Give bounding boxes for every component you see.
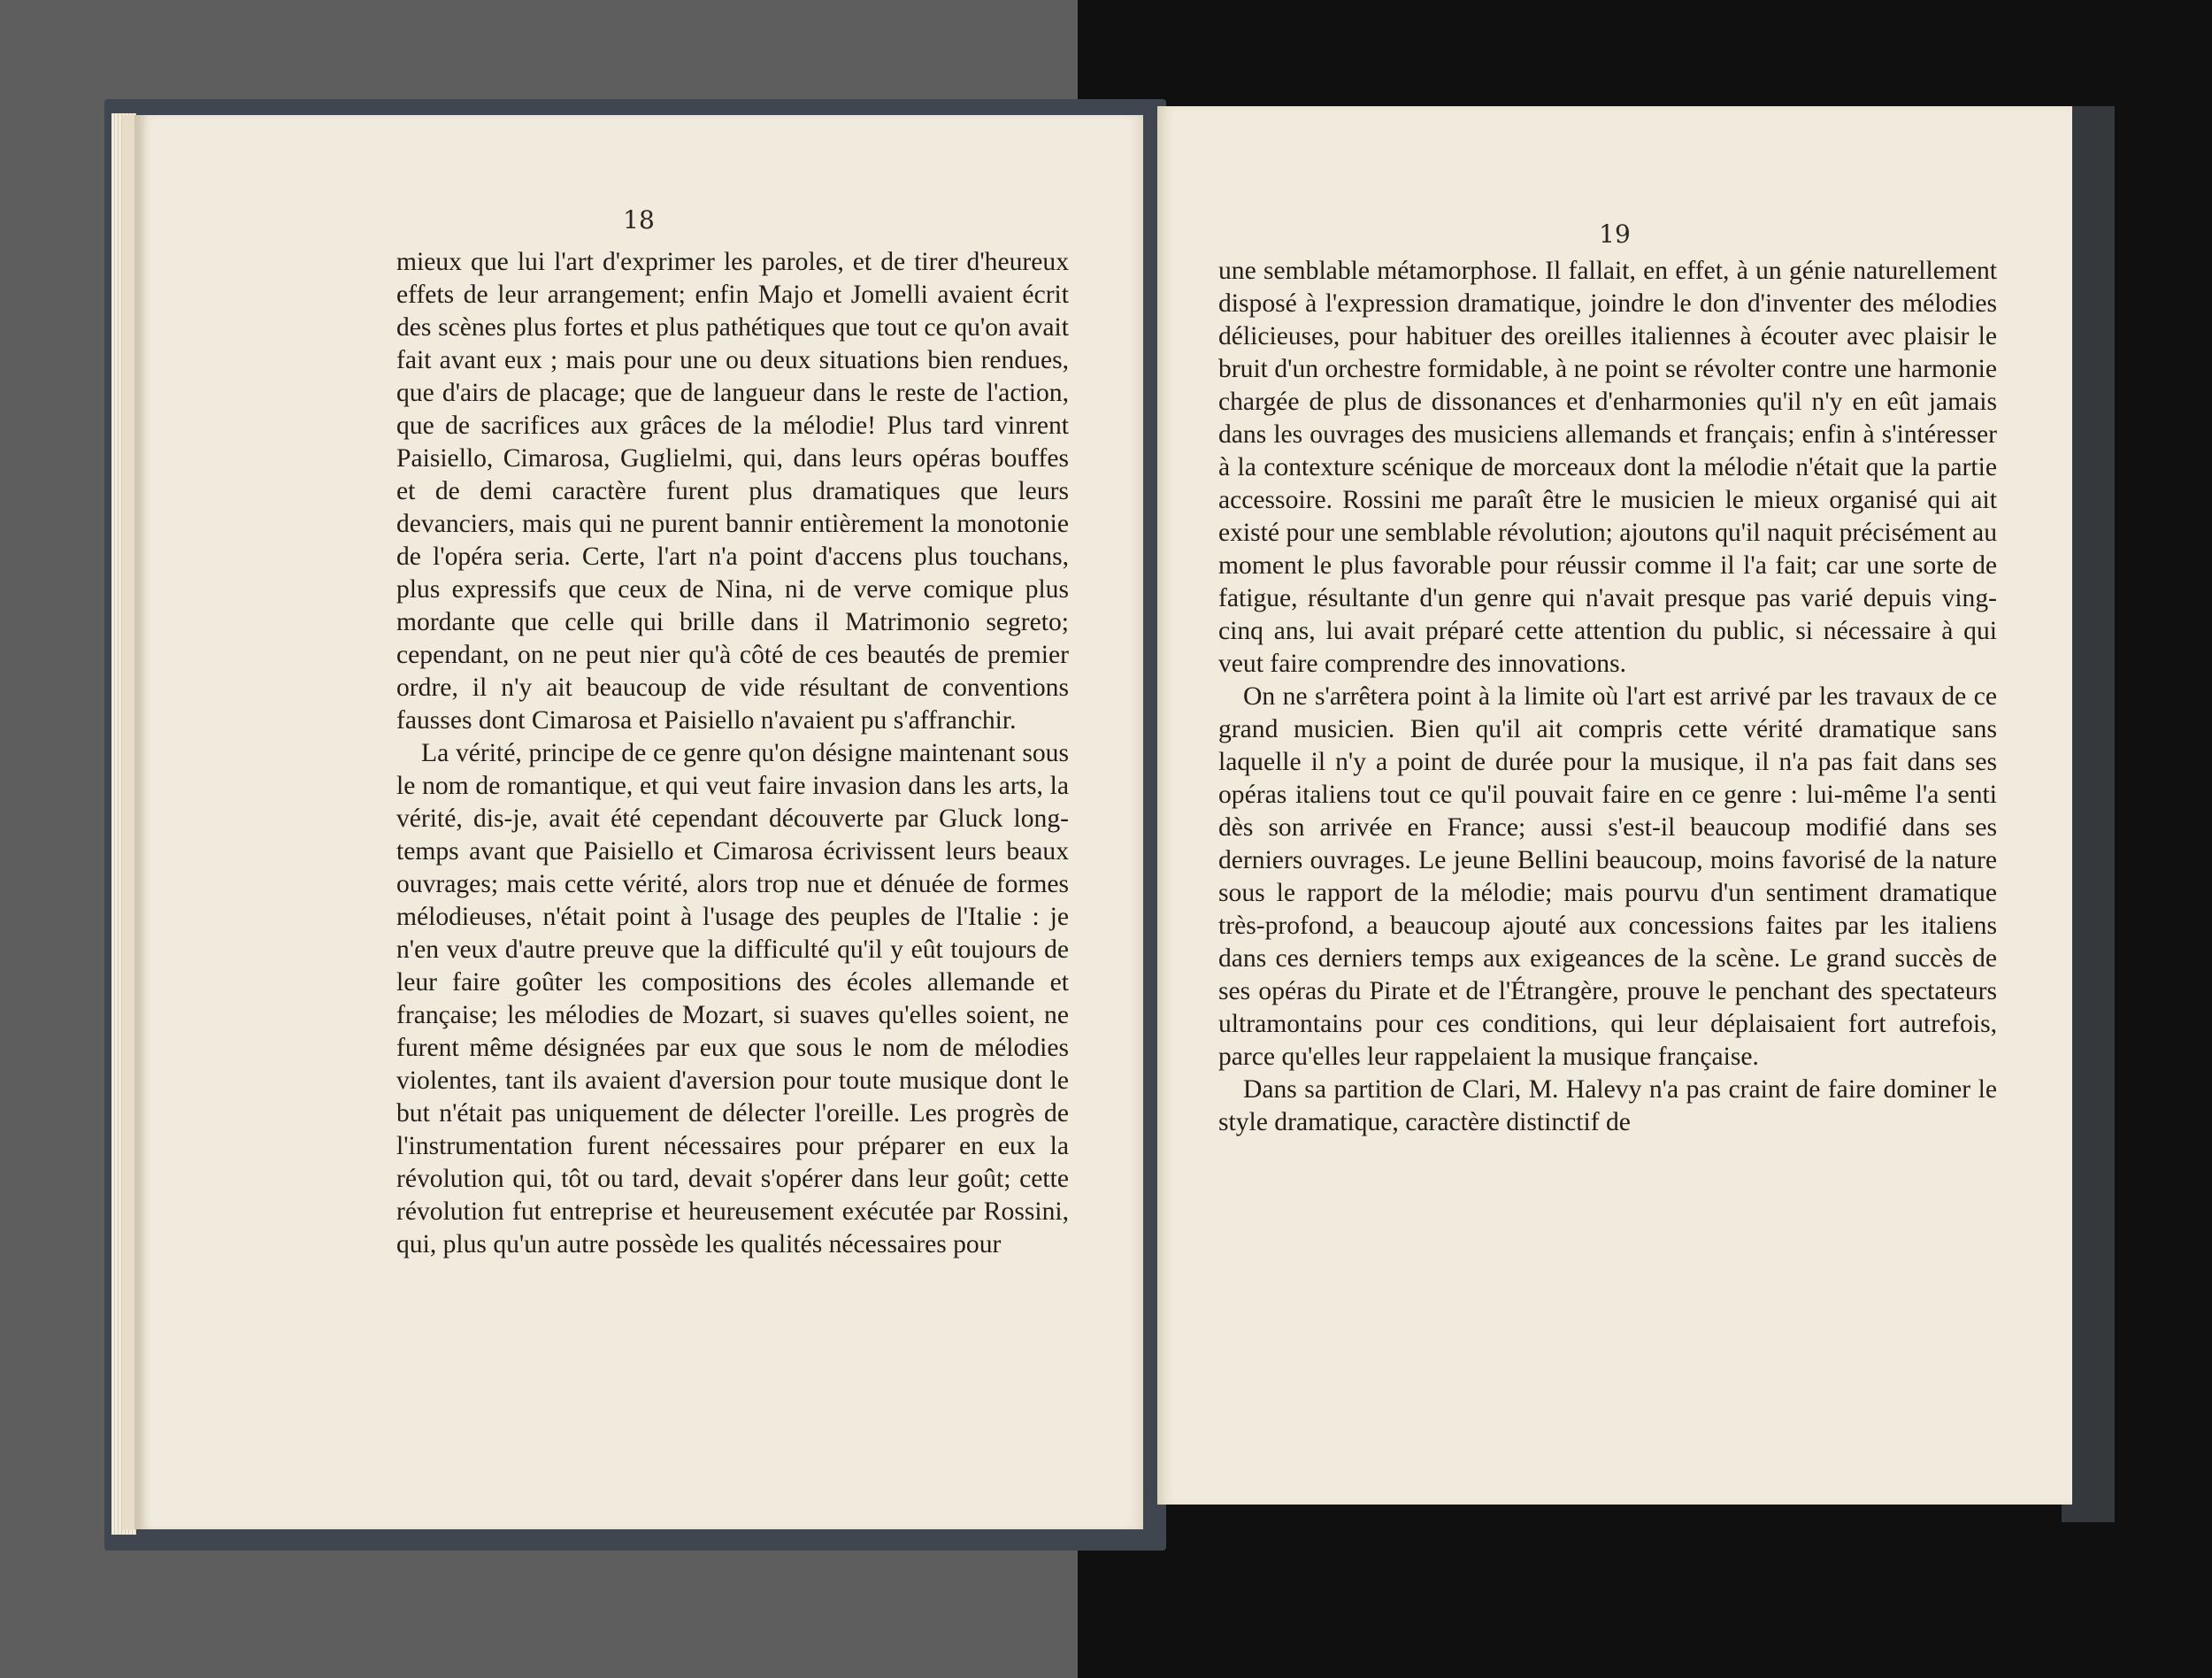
left-page bbox=[122, 115, 1143, 1529]
paragraph: mieux que lui l'art d'exprimer les paroles, et de tirer d'heureux effets de leur arrangement; enfin Majo et Jomelli avaient écrit des scènes plus fortes et plus pathétiques que tout ce qu'on avait fait avant eux ; mais pour une ou deux situations bien rendues, que d'airs de placage; que de langueur dans le reste de l'action, que de sacrifices aux grâces de la mélodie! Plus tard vinrent Paisiello, Cimarosa, Guglielmi, qui, dans leurs opéras bouffes et de demi caractère furent plus dramatiques que leurs devanciers, mais qui ne purent bannir entièrement la monotonie de l'opéra seria. Certe, l'art n'a point d'accens plus touchans, plus expressifs que ceux de Nina, ni de verve comique plus mordante que celle qui brille dans il Matrimonio segreto; cependant, on ne peut nier qu'à côté de ces beautés de premier ordre, il n'y ait beaucoup de vide résultant de conventions fausses dont Cimarosa et Paisiello n'avaient pu s'affranchir. bbox=[396, 248, 1069, 735]
page-number: 18 bbox=[623, 205, 655, 235]
paragraph: une semblable métamorphose. Il fallait, en effet, à un génie naturellement disposé à l'expression dramatique, joindre le don d'inventer des mélodies délicieuses, pour habituer des oreilles italiennes à écouter avec plaisir le bruit d'un orchestre formidable, à ne point se révolter contre une harmonie chargée de plus de dissonances et d'enharmonies qu'il n'y en eût jamais dans les ouvrages des musiciens allemands et français; enfin à s'intéresser à la contexture scénique de morceaux dont la mélodie n'était que la partie accessoire. Rossini me paraît être le musicien le mieux organisé qui ait existé pour une semblable révolution; ajoutons qu'il naquit précisément au moment le plus favorable pour réussir comme il l'a fait; car une sorte de fatigue, résultante d'un genre qui n'avait presque pas varié depuis ving-cinq ans, lui avait préparé cette attention du public, si nécessaire à qui veut faire comprendre des innovations. bbox=[1218, 257, 1997, 678]
page-number: 19 bbox=[1599, 219, 1631, 249]
paragraph: On ne s'arrêtera point à la limite où l'art est arrivé par les travaux de ce grand musicien. Bien qu'il ait compris cette vérité dramatique sans laquelle il n'y a point de durée pour la musique, il n'a pas fait dans ses opéras italiens tout ce qu'il pouvait faire en ce genre : lui-même l'a senti dès son arrivée en France; aussi s'est-il beaucoup modifié dans ses derniers ouvrages. Le jeune Bellini beaucoup, moins favorisé de la nature sous le rapport de la mélodie; mais pourvu d'un sentiment dramatique très-profond, a beaucoup ajouté aux concessions faites par les italiens dans ces derniers temps aux exigeances de la scène. Le grand succès de ses opéras du Pirate et de l'Étrangère, prouve le penchant des spectateurs ultramontains pour ces conditions, qui leur déplaisaient fort autrefois, parce qu'elles leur rappelaient la musique française. bbox=[1218, 682, 1997, 1071]
right-page bbox=[1157, 106, 2072, 1505]
paragraph: La vérité, principe de ce genre qu'on désigne maintenant sous le nom de romantique, et qui veut faire invasion dans les arts, la vérité, dis-je, avait été cependant découverte par Gluck long-temps avant que Paisiello et Cimarosa écrivissent leurs beaux ouvrages; mais cette vérité, alors trop nue et dénuée de formes mélodieuses, n'était point à l'usage des peuples de l'Italie : je n'en veux d'autre preuve que la difficulté qu'il y eût toujours de leur faire goûter les compositions des écoles allemande et française; les mélodies de Mozart, si suaves qu'elles soient, ne furent même désignées par eux que sous le nom de mélodies violentes, tant ils avaient d'aversion pour toute musique dont le but n'était pas uniquement de délecter l'oreille. Les progrès de l'instrumentation furent nécessaires pour préparer en eux la révolution qui, tôt ou tard, devait s'opérer dans leur goût; cette révolution fut entreprise et heureusement exécutée par Rossini, qui, plus qu'un autre possède les qualités nécessaires pour bbox=[396, 739, 1069, 1258]
page-body bbox=[1218, 255, 1997, 1139]
paragraph: Dans sa partition de Clari, M. Halevy n'a pas craint de faire dominer le style dramatique, caractère distinctif de bbox=[1218, 1075, 1997, 1136]
page-body bbox=[396, 246, 1069, 1261]
